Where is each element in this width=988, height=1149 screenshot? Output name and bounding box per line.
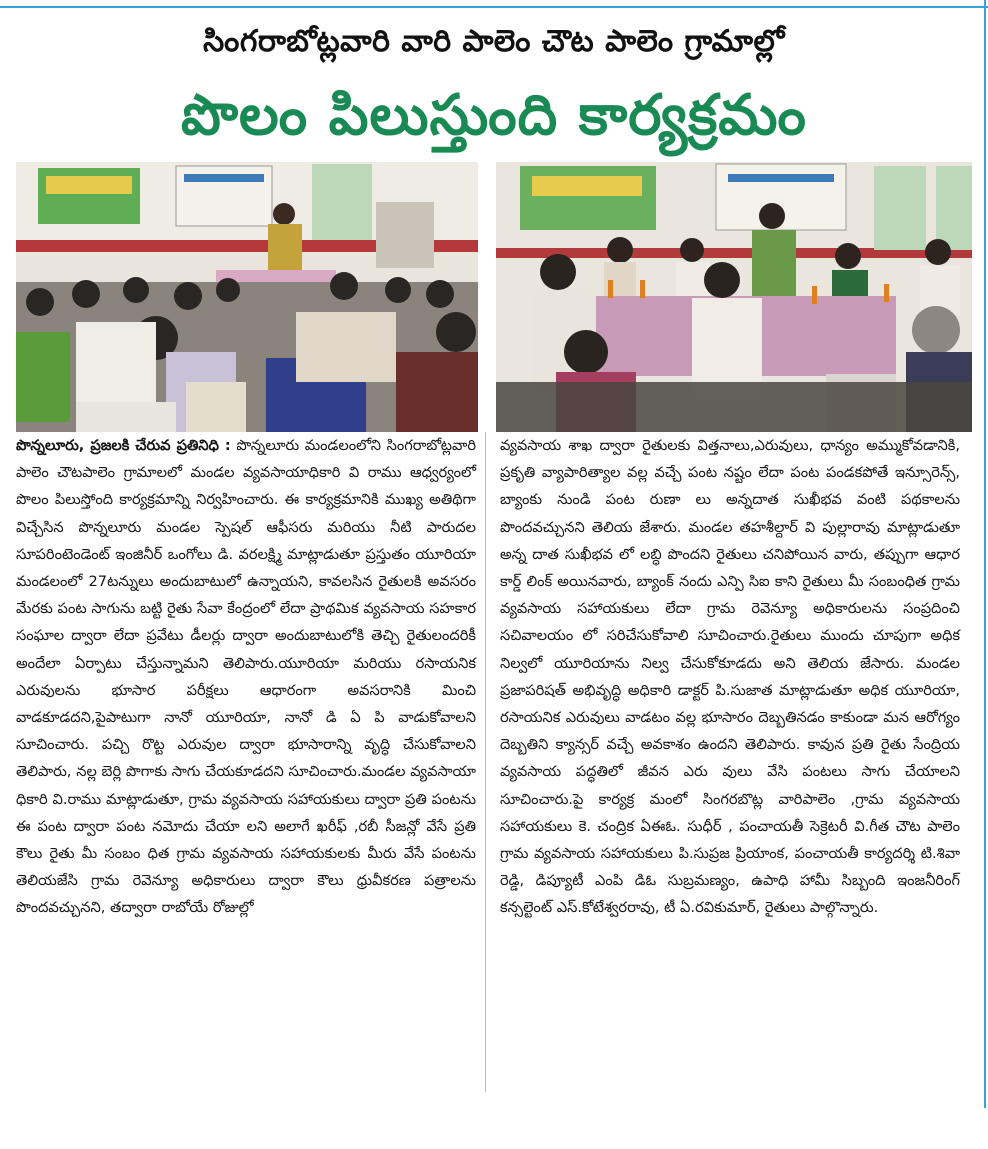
article-body-left-text: పొన్నలూరు మండలంలోని సింగరాబోట్లవారి పాలెం చౌటపాలెం గ్రామాలలో మండల వ్యవసాయాధికారి వి రాము ఆధ్వర్యంలో పొలం పిలుస్తోంది కార్యక్రమాన్ని నిర్వహించారు. ఈ కార్యక్రమానికి ముఖ్య అతిథిగా విచ్చేసిన పొన్నలూరు మండల స్పెషల్ ఆఫీసరు మరియు నీటి పారుదల సూపరింటెండెంట్ ఇంజినీర్ ఒంగోలు డి. వరలక్ష్మి మాట్లాడుతూ ప్రస్తుతం యూరియా మండలంలో 27టన్నులు అందుబాటులో ఉన్నాయని, కావలసిన రైతులకి అవసరం మేరకు పంట సాగును బట్టి రైతు సేవా కేంద్రంలో లేదా ప్రాథమిక వ్యవసాయ సహకార సంఘాల ద్వారా లేదా ప్రవేటు డీలర్లు ద్వారా అందుబాటులోకి తెచ్చి రైతులందరికీ అందేలా ఏర్పాటు చేస్తున్నామని తెలిపారు.యూరియా మరియు రసాయనిక ఎరువులను భూసార పరీక్షలు ఆధారంగా అవసరానికి మించి వాడకూడదని,పైపాటుగా నానో యూరియా, నానో డి ఏ పి వాడుకోవాలని సూచించారు. పచ్చి రొట్ట ఎరువుల ద్వారా భూసారాన్ని వృద్ధి చేసుకోవాలని తెలిపారు, నల్ల బెర్లి పొగాకు సాగు చేయకూడదని సూచించారు.మండల వ్యవసాయా ధికారి వి.రాము మాట్లాడుతూ, గ్రామ వ్యవసాయ సహాయకులు ద్వారా ప్రతి పంటను ఈ పంట ద్వారా పంట నమోదు చేయా లని అలాగే ఖరీఫ్ ,రబీ సీజన్లో వేసే ప్రతి కౌలు రైతు మీ సంబం ధిత గ్రామ వ్యవసాయ సహాయకులకు మీరు వేసే పంటను తెలియజేసి గ్రామ రెవెన్యూ అధికారులు ద్వారా కౌలు ధ్రువీకరణ పత్రాలను పొందవచ్చునని, తద్వారా రాబోయే రోజుల్లో [16,437,476,917]
top-border-rule [0,6,988,8]
article-body-left-column [16,432,476,922]
article-body-right-column [500,432,960,922]
column-divider [485,432,486,1092]
kicker-headline: సింగరాబోట్లవారి వారి పాలెం చౌట పాలెం గ్రామాల్లో [203,24,785,59]
article-dateline: పొన్నలూరు, ప్రజలకి చేరువ ప్రతినిధి : [16,437,231,454]
right-border-rule [984,0,986,1108]
photo-officials-table [496,162,972,432]
newspaper-clipping [14,14,974,1104]
photo-meeting-audience [16,162,478,432]
article-body-right-text: వ్యవసాయ శాఖ ద్వారా రైతులకు విత్తనాలు,ఎరువులు, ధాన్యం అమ్ముకోవడానికి, ప్రకృతి వ్యాపారిత్యాల వల్ల వచ్చే పంట నష్టం లేదా పంట పండకపోతే ఇన్సూరెన్స్, బ్యాంకు నుండి పంట రుణా లు అన్నదాత సుఖీభవ వంటి పథకాలను పొందవచ్చునని తెలియ జేశారు. మండల తహశీల్దార్ వి పుల్లారావు మాట్లాడుతూ అన్న దాత సుఖీభవ లో లబ్ధి పొందని రైతులు చనిపోయిన వారు, తప్పుగా ఆధార కార్డ్ లింక్ అయినవారు, బ్యాంక్ నందు ఎన్పి సిఐ కాని రైతులు మీ సంబంధిత గ్రామ వ్యవసాయ సహాయకులు లేదా గ్రామ రెవెన్యూ అధికారులను సంప్రదించి సచివాలయం లో సరిచేసుకోవాలి సూచించారు.రైతులు ముందు చూపుగా అధిక నిల్వలో యూరియాను నిల్వ చేసుకోకూడదు అని తెలియ జేసారు. మండల ప్రజాపరిషత్ అభివృద్ధి అధికారి డాక్టర్ పి.సుజాత మాట్లాడుతూ అధిక యూరియా, రసాయనిక ఎరువులు వాడటం వల్ల భూసారం దెబ్బతినడం కాకుండా మన ఆరోగ్యం దెబ్బతిని క్యాన్సర్ వచ్చే అవకాశం ఉందని తెలిపారు. కావున ప్రతి రైతు సేంద్రియ వ్యవసాయ పద్ధతిలో జీవన ఎరు వులు వేసి పంటలు సాగు చేయాలని సూచించారు.పై కార్యక్ర మంలో సింగరబొట్ల వారిపాలెం ,గ్రామ వ్యవసాయ సహాయకులు కె. చంద్రిక ఏఈఓ. సుధీర్ , పంచాయతీ సెక్రెటరీ వి.గీత చౌట పాలెం గ్రామ వ్యవసాయ సహాయకులు పి.సుప్రజ ప్రియాంక, పంచాయతీ కార్యదర్శి టి.శివా రెడ్డి, డిప్యూటీ ఎంపి డిఓ సుబ్రమణ్యం, ఉపాధి హామీ సిబ్బంది ఇంజనీరింగ్ కన్సల్టెంట్ ఎస్.కోటేశ్వరరావు, టీ ఏ.రవికుమార్, రైతులు పాల్గొన్నారు. [500,437,960,917]
main-headline: పొలం పిలుస్తుంది కార్యక్రమం [181,83,807,148]
